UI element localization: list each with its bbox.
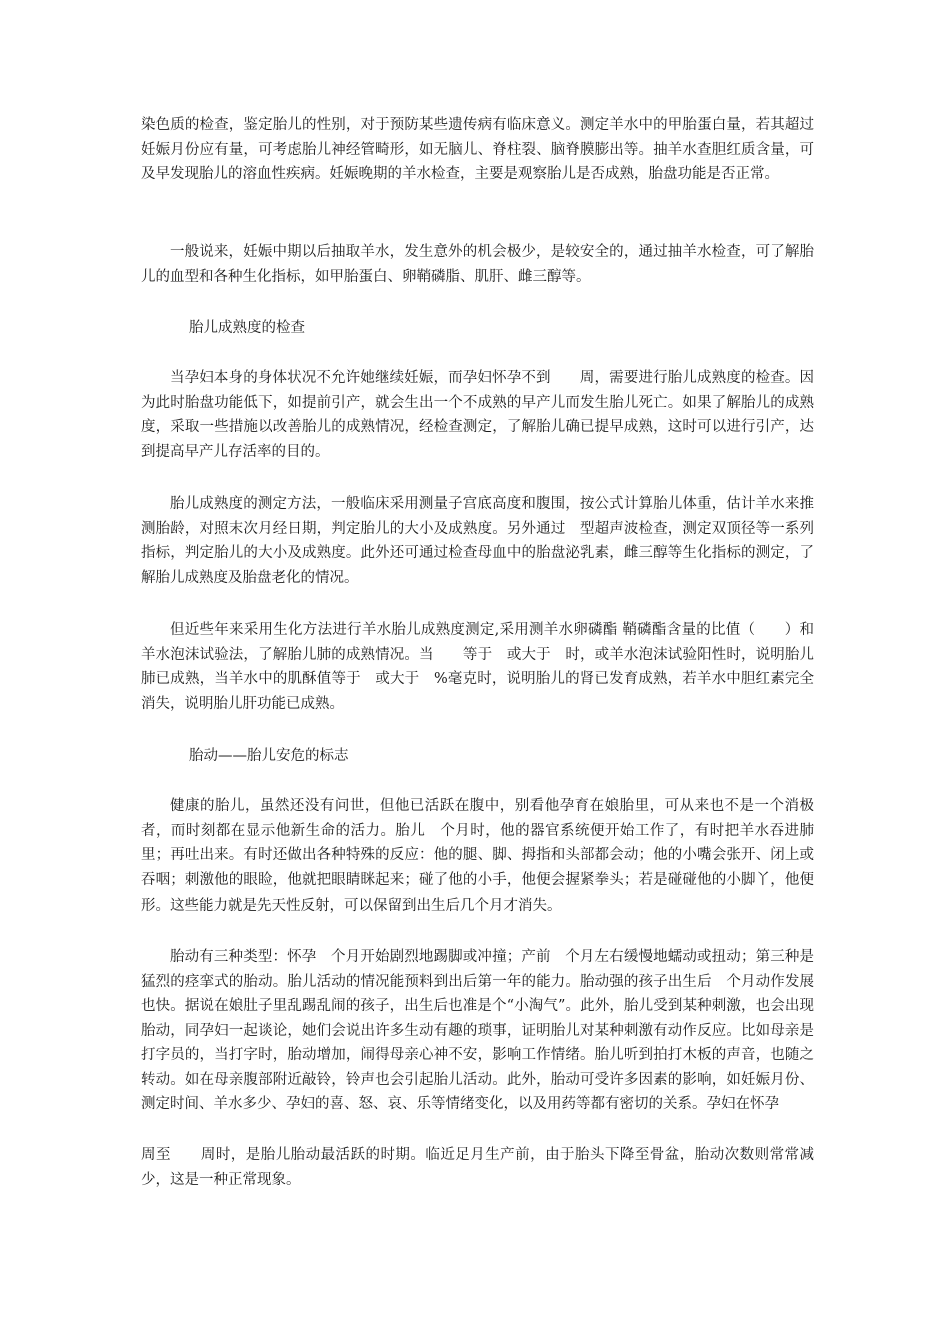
section-heading-fetal-movement: 胎动——胎儿安危的标志 — [189, 748, 349, 764]
paragraph-maturity-methods: 胎儿成熟度的测定方法，一般临床采用测量子宫底高度和腹围，按公式计算胎儿体重，估计羊水来推测胎龄，对照末次月经日期，判定胎儿的大小及成熟度。另外通过 型超声波检查，测定双顶径等一系列指标，判定胎儿的大小及成熟度。此外还可通过检查母血中的胎盘泌乳素，雌三醇等生化指标的测定，了解胎儿成熟度及胎盘老化的情况。 — [141, 496, 814, 586]
paragraph-movement-types-continued: 周至 周时，是胎儿胎动最活跃的时期。临近足月生产前，由于胎头下降至骨盆，胎动次数则常常减少，这是一种正常现象。 — [141, 1147, 814, 1188]
section-heading-fetal-maturity: 胎儿成熟度的检查 — [189, 320, 305, 336]
paragraph-biochemical-methods: 但近些年来采用生化方法进行羊水胎儿成熟度测定,采用测羊水卵磷酯 鞘磷酯含量的比值（ ）和羊水泡沫试验法，了解胎儿肺的成熟情况。当 等于 或大于 时，或羊水泡沫试验阳性时，说明胎儿肺已成熟，当羊水中的肌酥值等于 或大于 %毫克时，说明胎儿的肾已发育成熟，若羊水中胆红素完全消失，说明胎儿肝功能已成熟。 — [141, 622, 814, 712]
paragraph-healthy-fetus-continued: 形。这些能力就是先天性反射，可以保留到出生后几个月才消失。 — [141, 898, 562, 914]
paragraph-maturity-exam-reason: 当孕妇本身的身体状况不允许她继续妊娠，而孕妇怀孕不到 周，需要进行胎儿成熟度的检查。因为此时胎盘功能低下，如提前引产，就会生出一个不成熟的早产儿而发生胎儿死亡。如果了解胎儿的成熟度，采取一些措施以改善胎儿的成熟情况，经检查测定，了解胎儿确已提早成熟，这时可以进行引产，达到提高早产儿存活率的目的。 — [141, 370, 814, 460]
paragraph-movement-types: 胎动有三种类型：怀孕 个月开始剧烈地踢脚或冲撞；产前 个月左右缓慢地蠕动或扭动；第三种是猛烈的痉挛式的胎动。胎儿活动的情况能预料到出后第一年的能力。胎动强的孩子出生后 个月动作发展也快。据说在娘肚子里乱踢乱闹的孩子，出生后也准是个“小淘气”。此外，胎儿受到某种刺激，也会出现胎动，同孕妇一起谈论，她们会说出许多生动有趣的琐事，证明胎儿对某种刺激有动作反应。比如母亲是打字员的，当打字时，胎动增加，闹得母亲心神不安，影响工作情绪。胎儿听到拍打木板的声音，也随之转动。如在母亲腹部附近敲铃，铃声也会引起胎儿活动。此外，胎动可受许多因素的影响，如妊娠月份、测定时间、羊水多少、孕妇的喜、怒、哀、乐等情绪变化，以及用药等都有密切的关系。孕妇在怀孕 — [141, 949, 814, 1112]
paragraph-mid-pregnancy-amniocentesis: 一般说来，妊娠中期以后抽取羊水，发生意外的机会极少，是较安全的，通过抽羊水检查，可了解胎儿的血型和各种生化指标，如甲胎蛋白、卵鞘磷脂、肌肝、雌三醇等。 — [141, 244, 814, 285]
paragraph-healthy-fetus: 健康的胎儿，虽然还没有问世，但他已活跃在腹中，别看他孕育在娘胎里，可从来也不是一个消极者，而时刻都在显示他新生命的活力。胎儿 个月时，他的器官系统便开始工作了，有时把羊水吞进肺里；再吐出来。有时还做出各种特殊的反应：他的腿、脚、拇指和头部都会动；他的小嘴会张开、闭上或吞咽；刺激他的眼睑，他就把眼睛眯起来；碰了他的小手，他便会握紧拳头；若是碰碰他的小脚丫，他便 — [141, 798, 814, 888]
paragraph-amniotic-chromatin: 染色质的检查，鉴定胎儿的性别，对于预防某些遗传病有临床意义。测定羊水中的甲胎蛋白量，若其超过妊娠月份应有量，可考虑胎儿神经管畸形，如无脑儿、脊柱裂、脑脊膜膨出等。抽羊水查胆红质含量，可及早发现胎儿的溶血性疾病。妊娠晚期的羊水检查，主要是观察胎儿是否成熟，胎盘功能是否正常。 — [141, 117, 814, 182]
